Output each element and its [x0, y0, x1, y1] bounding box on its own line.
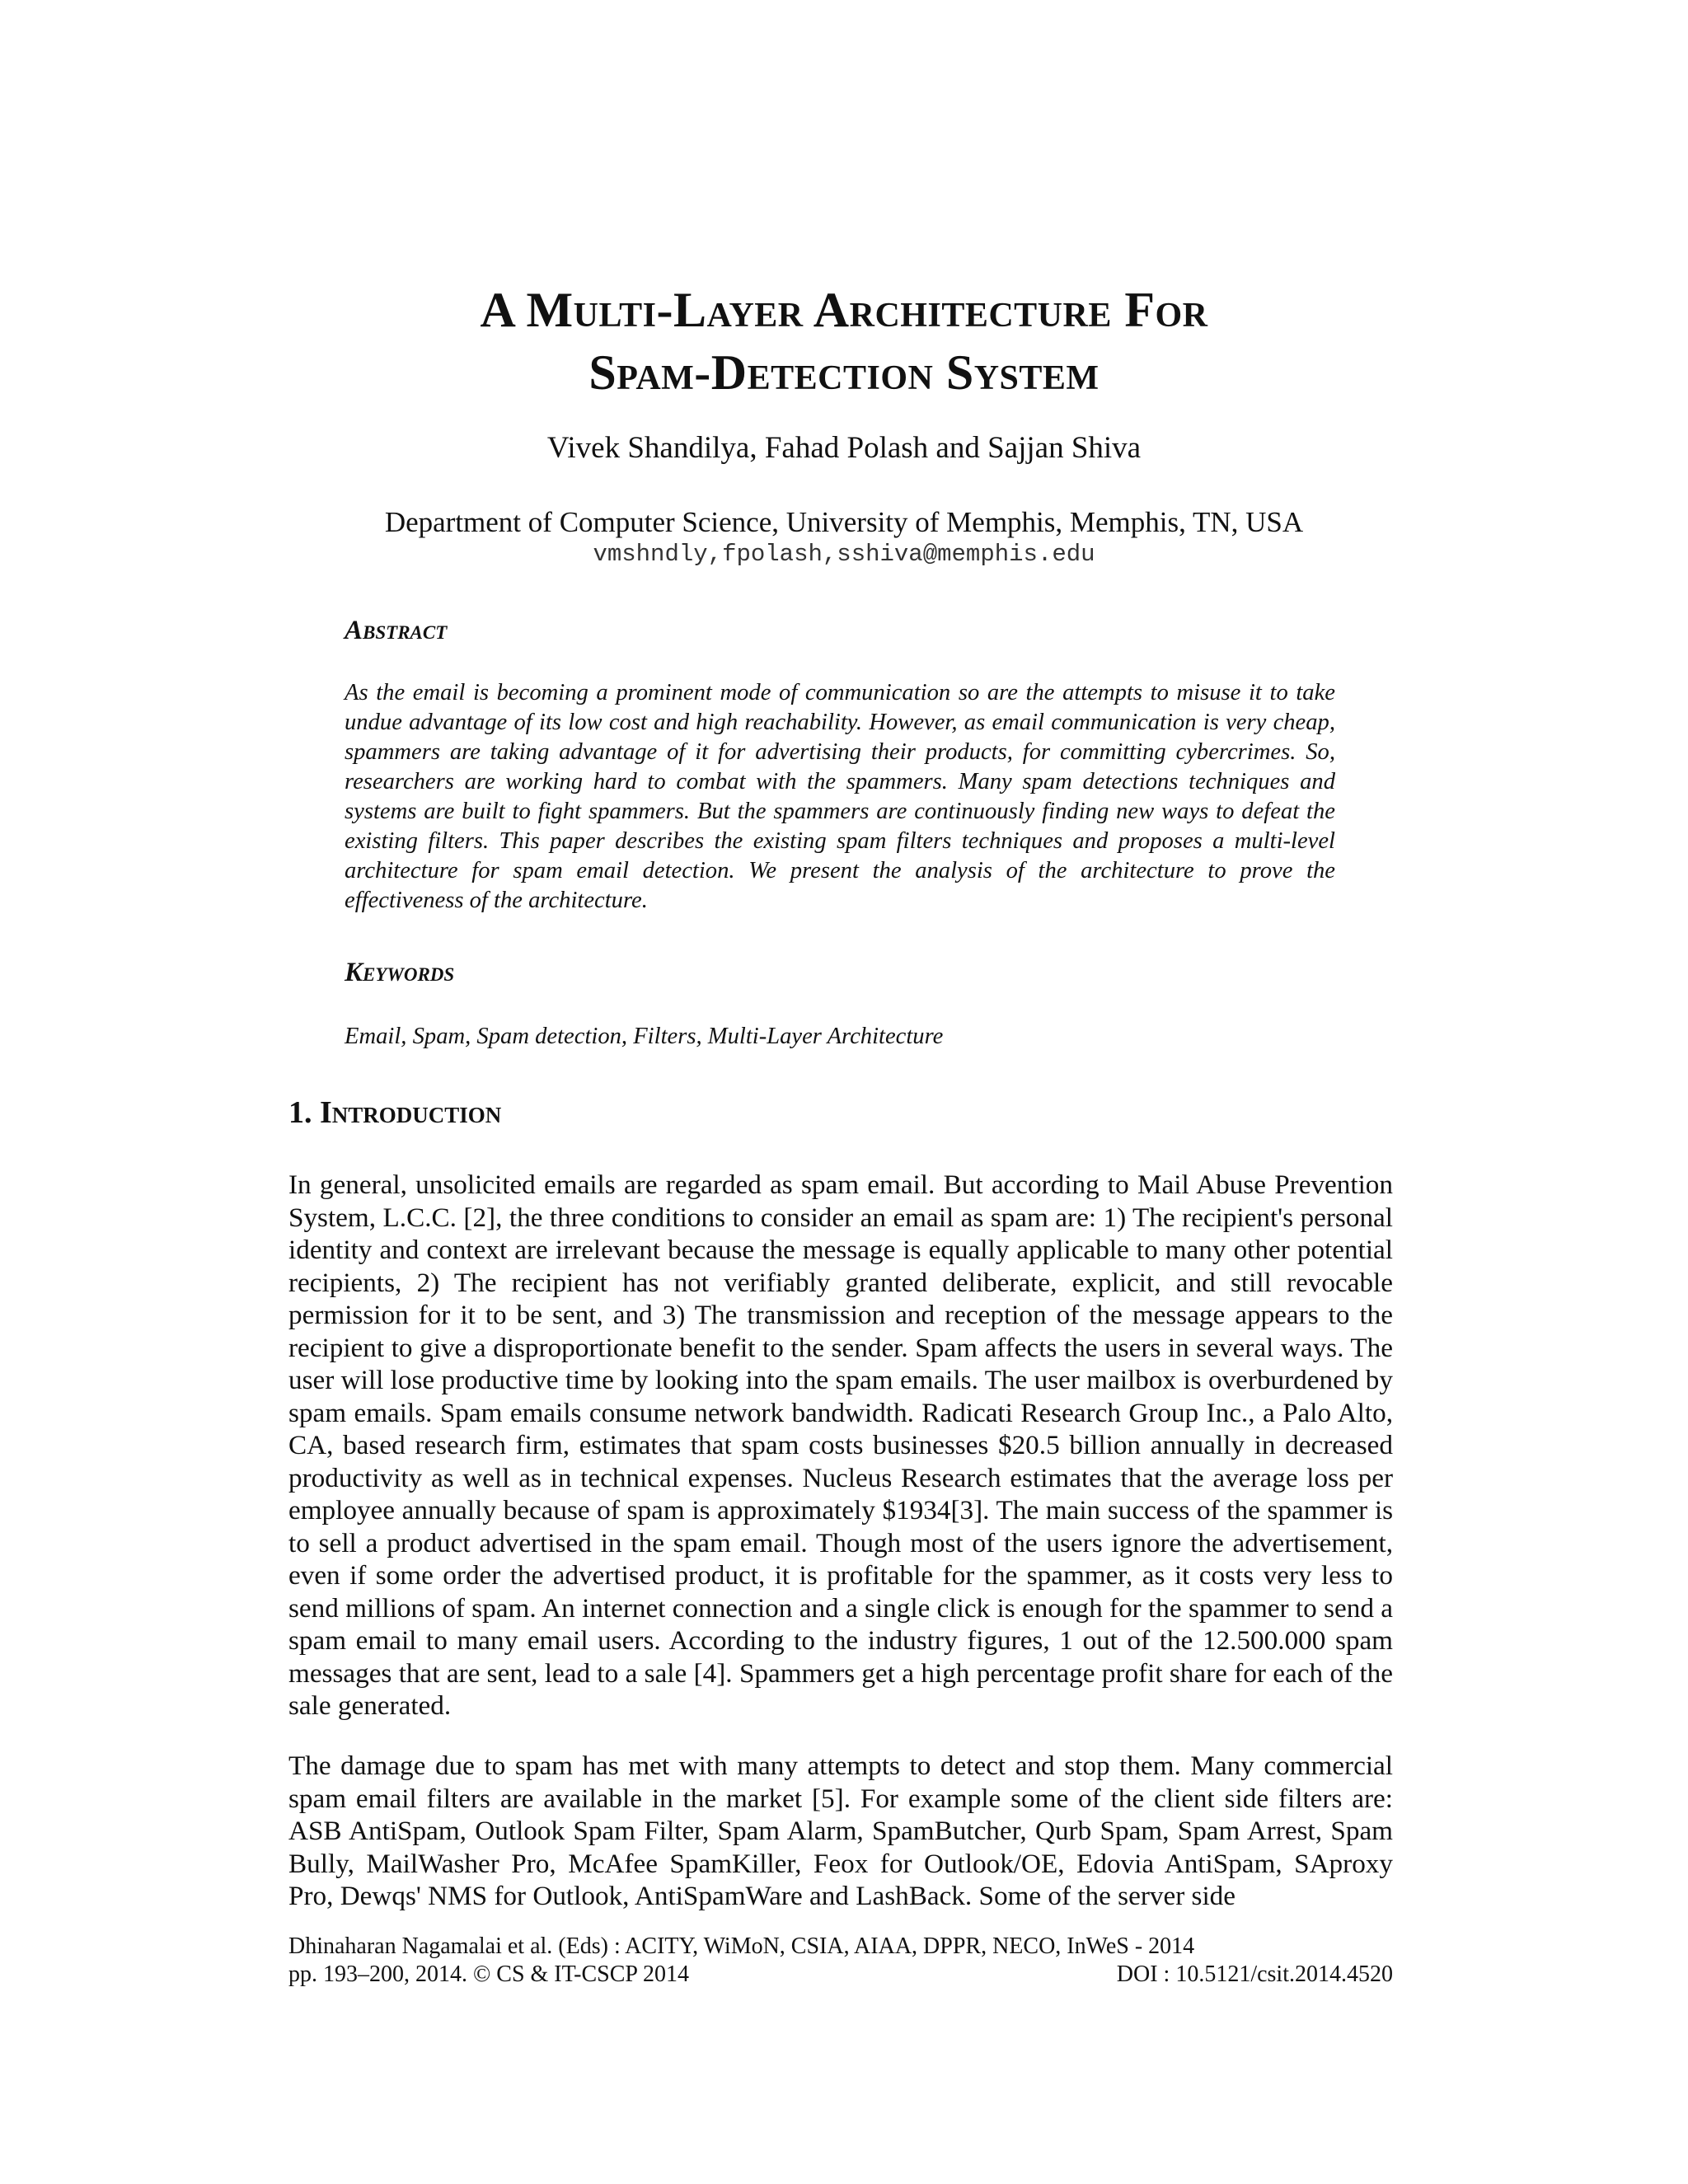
footer-citation	[288, 1961, 1393, 1989]
keywords-text: Email, Spam, Spam detection, Filters, Multi-Layer Architecture	[345, 1024, 944, 1049]
author-list: Vivek Shandilya, Fahad Polash and Sajjan Shiva	[546, 431, 1142, 465]
intro-paragraph-2: The damage due to spam has met with many attempts to detect and stop them. Many commercial spam email filters are available in the market [5]. For example some of the client side filters are: ASB AntiSpam, Outlook Spam Filter, Spam Alarm, SpamButcher, Qurb Spam, Spam Arrest, Spam Bully, MailWasher Pro, McAfee SpamKiller, Feox for Outlook/OE, Edovia AntiSpam, SAproxy Pro, Dewqs' NMS for Outlook, AntiSpamWare and LashBack. Some of the server side	[288, 1750, 1393, 1911]
abstract-heading: Abstract	[345, 616, 448, 645]
title-line-1: A Multi-Layer Architecture For	[480, 283, 1208, 337]
footer-doi: DOI : 10.5121/csit.2014.4520	[1116, 1961, 1393, 1987]
keywords-heading: Keywords	[345, 958, 455, 987]
affiliation: Department of Computer Science, University of Memphis, Memphis, TN, USA	[384, 506, 1304, 538]
footer-pages: pp. 193–200, 2014. © CS & IT-CSCP 2014	[288, 1961, 689, 1987]
section-heading-introduction: 1. Introduction	[288, 1095, 502, 1130]
paper-title	[206, 279, 1482, 404]
intro-paragraph-1: In general, unsolicited emails are regarded as spam email. But according to Mail Abuse Prevention System, L.C.C. [2], the three conditions to consider an email as spam are: 1) The recipient's personal identity and context are irrelevant because the message is equally applicable to many other potential recipients, 2) The recipient has not verifiably granted deliberate, explicit, and still revocable permission for it to be sent, and 3) The transmission and reception of the message appears to the recipient to give a disproportionate benefit to the sender. Spam affects the users in several ways. The user will lose productive time by looking into the spam emails. The user mailbox is overburdened by spam emails. Spam emails consume network bandwidth. Radicati Research Group Inc., a Palo Alto, CA, based research firm, estimates that spam costs businesses $20.5 billion annually in decreased productivity as well as in technical expenses. Nucleus Research estimates that the average loss per employee annually because of spam is approximately $1934[3]. The main success of the spammer is to sell a product advertised in the spam email. Though most of the users ignore the advertisement, even if some order the advertised product, it is profitable for the spammer, as it costs very less to send millions of spam. An internet connection and a single click is enough for the spammer to send a spam email to many email users. According to the industry figures, 1 out of the 12.500.000 spam messages that are sent, lead to a sale [4]. Spammers get a high percentage profit share for each of the sale generated.	[288, 1169, 1393, 1721]
abstract-text: As the email is becoming a prominent mode of communication so are the attempts to misuse it to take undue advantage of its low cost and high reachability. However, as email communication is very cheap, spammers are taking advantage of it for advertising their products, for committing cybercrimes. So, researchers are working hard to combat with the spammers. Many spam detections techniques and systems are built to fight spammers. But the spammers are continuously finding new ways to defeat the existing filters. This paper describes the existing spam filters techniques and proposes a multi-level architecture for spam email detection. We present the analysis of the architecture to prove the effectiveness of the architecture.	[345, 680, 1335, 913]
footer-proceedings: Dhinaharan Nagamalai et al. (Eds) : ACITY, WiMoN, CSIA, AIAA, DPPR, NECO, InWeS - 2014	[288, 1933, 1195, 1959]
author-emails: vmshndly,fpolash,sshiva@memphis.edu	[593, 541, 1095, 568]
title-line-2: Spam-Detection System	[588, 345, 1100, 400]
